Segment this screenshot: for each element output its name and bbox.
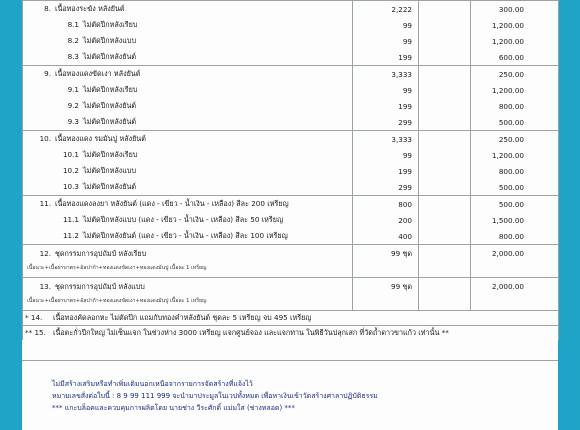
spacer-cell bbox=[419, 228, 471, 245]
price-list-sheet bbox=[22, 0, 558, 430]
spacer-cell bbox=[419, 147, 471, 163]
item-cell bbox=[23, 66, 353, 83]
table-row bbox=[23, 228, 559, 245]
spacer-cell bbox=[419, 114, 471, 131]
item-label: ไม่ตัดปีกหลังเรียบ bbox=[83, 84, 138, 94]
item-number: 10.3 bbox=[62, 181, 79, 191]
item-label: ชุดกรรมการอุปถัมป์ หลังแบบ bbox=[55, 282, 145, 291]
table-row bbox=[23, 17, 559, 33]
item-cell bbox=[23, 131, 353, 148]
price-cell: 250.00 bbox=[471, 66, 559, 83]
quantity-cell: 3,333 bbox=[353, 131, 419, 148]
spacer-cell bbox=[419, 163, 471, 179]
table-row bbox=[23, 49, 559, 66]
quantity-cell: 2,222 bbox=[353, 1, 419, 18]
spacer-cell bbox=[419, 278, 471, 311]
note-row bbox=[23, 311, 559, 326]
item-cell bbox=[23, 278, 353, 311]
item-number: 8.1 bbox=[67, 19, 79, 29]
item-number: 9.2 bbox=[67, 100, 79, 110]
quantity-cell: 299 bbox=[353, 114, 419, 131]
item-label: เนื้อทองแดงลงยา หลังยันต์ (แดง - เขียว - น้ำเงิน - เหลือง) สีละ 200 เหรียญ bbox=[55, 198, 289, 208]
price-cell: 2,000.00 bbox=[471, 245, 559, 278]
item-label: ไม่ตัดปีกหลังแบบ bbox=[83, 165, 137, 175]
table-row bbox=[23, 278, 559, 311]
quantity-cell: 99 bbox=[353, 82, 419, 98]
price-table bbox=[22, 0, 559, 340]
note-mark: * 14. bbox=[25, 312, 43, 322]
price-cell: 1,200.00 bbox=[471, 17, 559, 33]
item-number: 10.1 bbox=[62, 149, 79, 159]
quantity-cell: 200 bbox=[353, 212, 419, 228]
spacer-cell bbox=[419, 179, 471, 196]
quantity-cell: 99 bbox=[353, 33, 419, 49]
table-row bbox=[23, 131, 559, 148]
price-cell: 600.00 bbox=[471, 49, 559, 66]
item-number: 9. bbox=[44, 68, 51, 78]
price-cell: 300.00 bbox=[471, 1, 559, 18]
item-label: ไม่ตัดปีกหลังยันต์ (แดง - เขียว - น้ำเงิน - เหลือง) สีละ 100 เหรียญ bbox=[83, 230, 288, 240]
footer-line: หมายเลขสั่งต่อใบนี้ : 8 9 99 111 999 จะนำมาประมูลในเวปทั้งหมด เพื่อหาเงินเข้าวัดสร้างศาลาปฏิบัติธรรม bbox=[52, 392, 378, 400]
item-label: ไม่ตัดปีกหลังเรียบ bbox=[83, 149, 138, 159]
spacer-cell bbox=[419, 245, 471, 278]
quantity-cell: 99 ชุด bbox=[353, 245, 419, 278]
item-label: เนื้อทองแดง รมมันปู หลังยันต์ bbox=[55, 133, 146, 143]
table-row bbox=[23, 114, 559, 131]
table-row bbox=[23, 33, 559, 49]
table-row bbox=[23, 66, 559, 83]
spacer-cell bbox=[419, 17, 471, 33]
item-number: 11.1 bbox=[62, 214, 79, 224]
quantity-cell: 199 bbox=[353, 163, 419, 179]
spacer-cell bbox=[419, 131, 471, 148]
spacer-cell bbox=[419, 98, 471, 114]
note-text: เนื้อทองคัดลอกหะ ไม่ตัดปีก แถมกับทองคำหลังยันต์ ชุดละ 5 เหรียญ จบ 495 เหรียญ bbox=[53, 312, 312, 322]
item-label: ไม่ตัดปีกหลังยันต์ bbox=[83, 51, 137, 61]
item-label: ไม่ตัดปีกหลังเรียบ bbox=[83, 19, 138, 29]
table-row bbox=[23, 147, 559, 163]
note-cell bbox=[23, 311, 559, 326]
price-cell: 1,200.00 bbox=[471, 82, 559, 98]
item-label: เนื้อทองระฆัง หลังยันต์ bbox=[55, 3, 125, 13]
item-cell bbox=[23, 49, 353, 66]
note-mark: ** 15. bbox=[25, 327, 46, 337]
spacer-cell bbox=[419, 196, 471, 213]
price-cell: 500.00 bbox=[471, 114, 559, 131]
item-cell bbox=[23, 114, 353, 131]
footer-notes bbox=[52, 378, 378, 414]
item-number: 10.2 bbox=[62, 165, 79, 175]
quantity-cell: 199 bbox=[353, 49, 419, 66]
price-cell: 2,000.00 bbox=[471, 278, 559, 311]
item-label: เนื้อทองแดงขัดเงา หลังยันต์ bbox=[55, 68, 141, 78]
item-cell bbox=[23, 147, 353, 163]
spacer-cell bbox=[419, 82, 471, 98]
item-number: 11.2 bbox=[62, 230, 79, 240]
item-cell bbox=[23, 98, 353, 114]
table-row bbox=[23, 163, 559, 179]
note-row bbox=[23, 326, 559, 341]
table-row bbox=[23, 179, 559, 196]
table-row bbox=[23, 245, 559, 278]
quantity-cell: 3,333 bbox=[353, 66, 419, 83]
price-cell: 800.00 bbox=[471, 163, 559, 179]
spacer-cell bbox=[419, 33, 471, 49]
quantity-cell: 299 bbox=[353, 179, 419, 196]
item-number: 8.2 bbox=[67, 35, 79, 45]
item-number: 11. bbox=[39, 198, 51, 208]
price-cell: 500.00 bbox=[471, 179, 559, 196]
item-subtext: เนื้อนวะ+เนื้อผ่าบาตร+อัลปาก้า+ทองแดงขัดเงา+ทองแดงมันปู เนื้อละ 1 เหรียญ bbox=[27, 298, 207, 304]
quantity-cell: 99 ชุด bbox=[353, 278, 419, 311]
quantity-cell: 99 bbox=[353, 147, 419, 163]
spacer-cell bbox=[419, 1, 471, 18]
item-number: 10. bbox=[39, 133, 51, 143]
item-cell bbox=[23, 1, 353, 18]
item-cell bbox=[23, 179, 353, 196]
table-bottom-rule bbox=[22, 360, 558, 361]
table-row bbox=[23, 98, 559, 114]
item-cell bbox=[23, 245, 353, 278]
table-row bbox=[23, 212, 559, 228]
price-cell: 1,500.00 bbox=[471, 212, 559, 228]
spacer-cell bbox=[419, 212, 471, 228]
table-row bbox=[23, 196, 559, 213]
price-cell: 250.00 bbox=[471, 131, 559, 148]
item-number: 9.1 bbox=[67, 84, 79, 94]
item-number: 8. bbox=[44, 3, 51, 13]
price-cell: 800.00 bbox=[471, 228, 559, 245]
item-cell bbox=[23, 163, 353, 179]
item-label: ไม่ตัดปีกหลังยันต์ bbox=[83, 116, 137, 126]
price-cell: 500.00 bbox=[471, 196, 559, 213]
item-number: 9.3 bbox=[67, 116, 79, 126]
item-label: ชุดกรรมการอุปถัมป์ หลังเรียบ bbox=[55, 249, 147, 258]
price-cell: 1,200.00 bbox=[471, 147, 559, 163]
table-row bbox=[23, 1, 559, 18]
item-cell bbox=[23, 17, 353, 33]
item-cell bbox=[23, 212, 353, 228]
item-label: ไม่ตัดปีกหลังยันต์ bbox=[83, 181, 137, 191]
quantity-cell: 199 bbox=[353, 98, 419, 114]
quantity-cell: 400 bbox=[353, 228, 419, 245]
spacer-cell bbox=[419, 66, 471, 83]
item-number: 12. bbox=[39, 249, 51, 258]
price-cell: 1,200.00 bbox=[471, 33, 559, 49]
note-text: เนื้อตะกั่วปีกใหญ่ ไม่เซ็นแจก ในช่วงห่าง 3000 เหรียญ แจกศูนย์จอง และแจกทาน ในพิธีวันปลุกเสก ที่วัดถ้ำดาวขาแก้ว เท่านั้น ** bbox=[53, 327, 449, 337]
item-subtext: เนื้อนวะ+เนื้อผ่าบาตร+อัลปาก้า+ทองแดงขัดเงา+ทองแดงมันปู เนื้อละ 1 เหรียญ bbox=[27, 265, 207, 271]
spacer-cell bbox=[419, 49, 471, 66]
table-row bbox=[23, 82, 559, 98]
quantity-cell: 800 bbox=[353, 196, 419, 213]
item-cell bbox=[23, 82, 353, 98]
price-cell: 800.00 bbox=[471, 98, 559, 114]
item-number: 13. bbox=[39, 282, 51, 291]
item-label: ไม่ตัดปีกหลังยันต์ bbox=[83, 100, 137, 110]
footer-line: ไม่มีสร้างเสริมหรือทำเพิ่มเติมนอกเหนือจากรายการจัดสร้างที่แจ้งไว้ bbox=[52, 380, 253, 388]
footer-line: *** แกะบล็อคและควบคุมการผลิตโดย นายช่าง วีระศักดิ์ แม่มใส (ช่างหลอด) *** bbox=[52, 404, 295, 412]
item-label: ไม่ตัดปีกหลังแบบ (แดง - เขียว - น้ำเงิน - เหลือง) สีละ 50 เหรียญ bbox=[83, 214, 284, 224]
note-cell bbox=[23, 326, 559, 341]
item-cell bbox=[23, 33, 353, 49]
item-label: ไม่ตัดปีกหลังแบบ bbox=[83, 35, 137, 45]
item-number: 8.3 bbox=[67, 51, 79, 61]
item-cell bbox=[23, 196, 353, 213]
quantity-cell: 99 bbox=[353, 17, 419, 33]
item-cell bbox=[23, 228, 353, 245]
